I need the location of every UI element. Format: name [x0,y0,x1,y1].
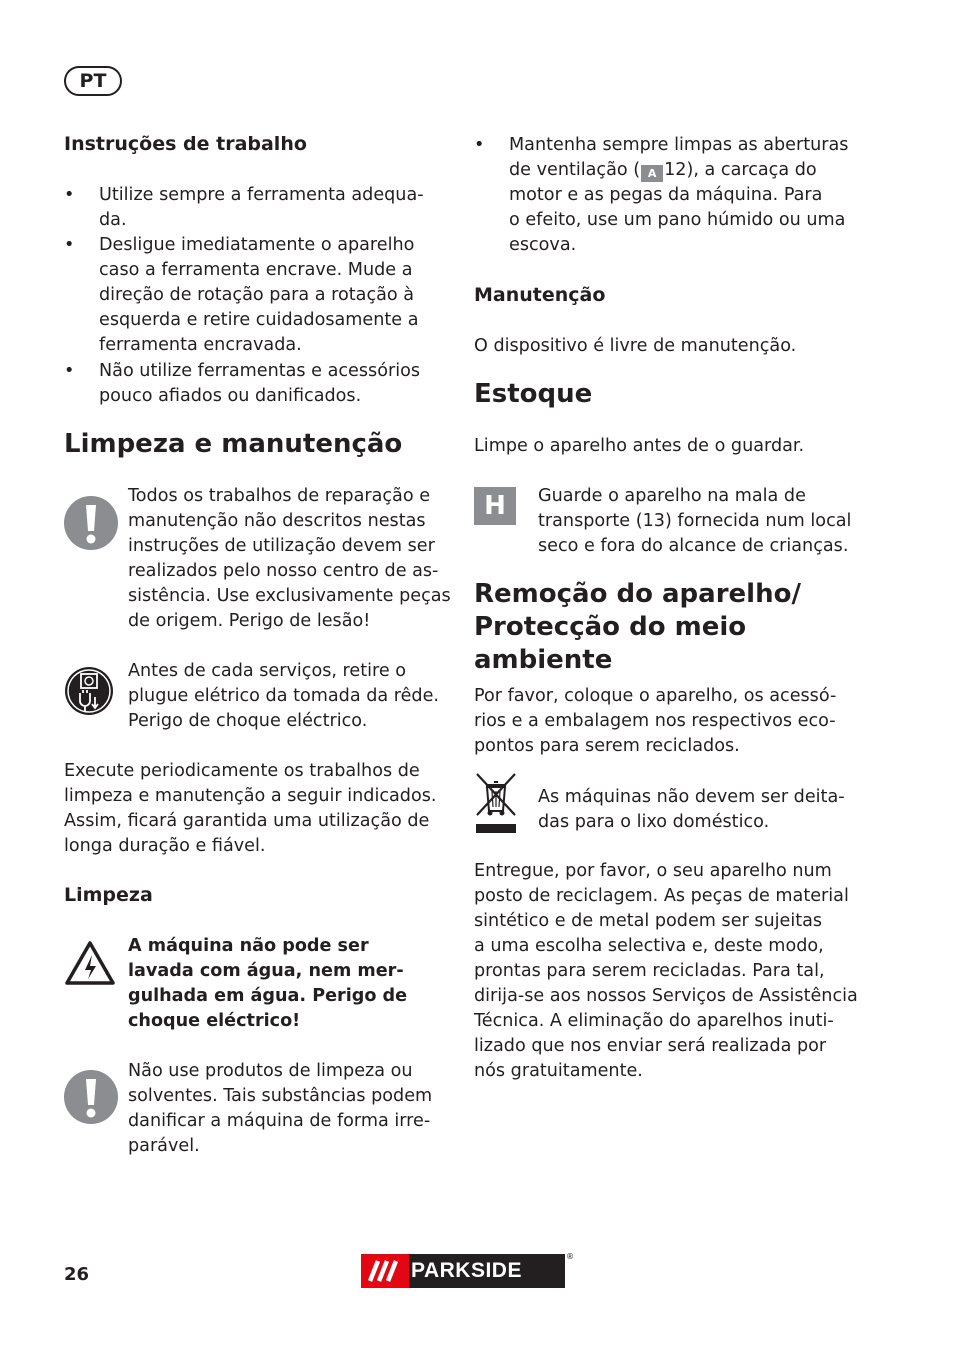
figure-a-badge: A [641,165,663,182]
bullet-marker: • [64,185,75,205]
unplug-icon [64,666,114,716]
figure-h-badge: H [474,487,516,525]
removal-title: Remoção do aparelho/ Protecção do meio ambiente [474,579,801,675]
brand-name: PARKSIDE [411,1259,522,1282]
maintenance-text: O dispositivo é livre de manutenção. [474,336,797,356]
recycling-text: Entregue, por favor, o seu aparelho num posto de reciclagem. As peças de material sintético e de metal podem ser sujeitas a uma escolha selectiva e, deste modo, prontas para serem recicladas. Para tal, dirija-se aos nossos Serviços de Assistência Técnica. A eliminação do aparelhos inuti- lizado que nos enviar será realizada por nós gratuitamente. [474,861,858,1081]
cleaning-heading: Limpeza [64,884,153,906]
crossed-bin-icon [474,771,518,835]
list-item: Mantenha sempre limpas as aberturas de ventilação ( A 12), a carcaça do motor e as pegas da máquina. Para o efeito, use um pano húmido ou uma escova. [509,135,849,255]
parkside-logo [361,1252,574,1288]
bullet-marker: • [64,361,75,381]
storage-text: Limpe o aparelho antes de o guardar. [474,436,805,456]
exclamation-icon [64,1070,118,1124]
registered-mark: ® [566,1252,574,1261]
list-item: Utilize sempre a ferramenta adequa- da. [99,185,424,230]
removal-intro: Por favor, coloque o aparelho, os acessó- rios e a embalagem nos respectivos eco- pontos para serem reciclados. [474,686,837,756]
cleaning-maintenance-title: Limpeza e manutenção [64,429,403,459]
storage-notice: Guarde o aparelho na mala de transporte (13) fornecida num local seco e fora do alcance de crianças. [538,486,852,556]
bullet-marker: • [64,235,75,255]
storage-title: Estoque [474,379,593,409]
page-number: 26 [64,1264,90,1285]
weee-notice: As máquinas não devem ser deita- das para o lixo doméstico. [538,787,845,832]
logo-stripes-icon [361,1254,409,1288]
language-badge: PT [64,66,122,96]
water-warning: A máquina não pode ser lavada com água, nem mer- gulhada em água. Perigo de choque eléctrico! [128,936,408,1031]
exclamation-icon [64,496,118,550]
bullet-marker: • [474,135,485,155]
periodic-maintenance-text: Execute periodicamente os trabalhos de limpeza e manutenção a seguir indicados. Assim, ficará garantida uma utilização de longa duração e fiável. [64,761,437,856]
solvents-notice: Não use produtos de limpeza ou solventes. Tais substâncias podem danificar a máquina de forma irre- parável. [128,1061,433,1156]
list-item: Não utilize ferramentas e acessórios pouco afiados ou danificados. [99,361,421,406]
repair-notice: Todos os trabalhos de reparação e manutenção não descritos nestas instruções de utilização devem ser realizados pelo nosso centro de as- sistência. Use exclusivamente peças de origem. Perigo de lesão! [128,486,451,631]
list-item: Desligue imediatamente o aparelho caso a ferramenta encrave. Mude a direção de rotação para a rotação à esquerda e retire cuidadosamente a ferramenta encravada. [99,235,419,355]
electric-warning-icon [64,940,116,986]
work-instructions-heading: Instruções de trabalho [64,133,307,155]
maintenance-heading: Manutenção [474,284,606,306]
unplug-notice: Antes de cada serviços, retire o plugue elétrico da tomada da rêde. Perigo de choque eléctrico. [128,661,439,731]
